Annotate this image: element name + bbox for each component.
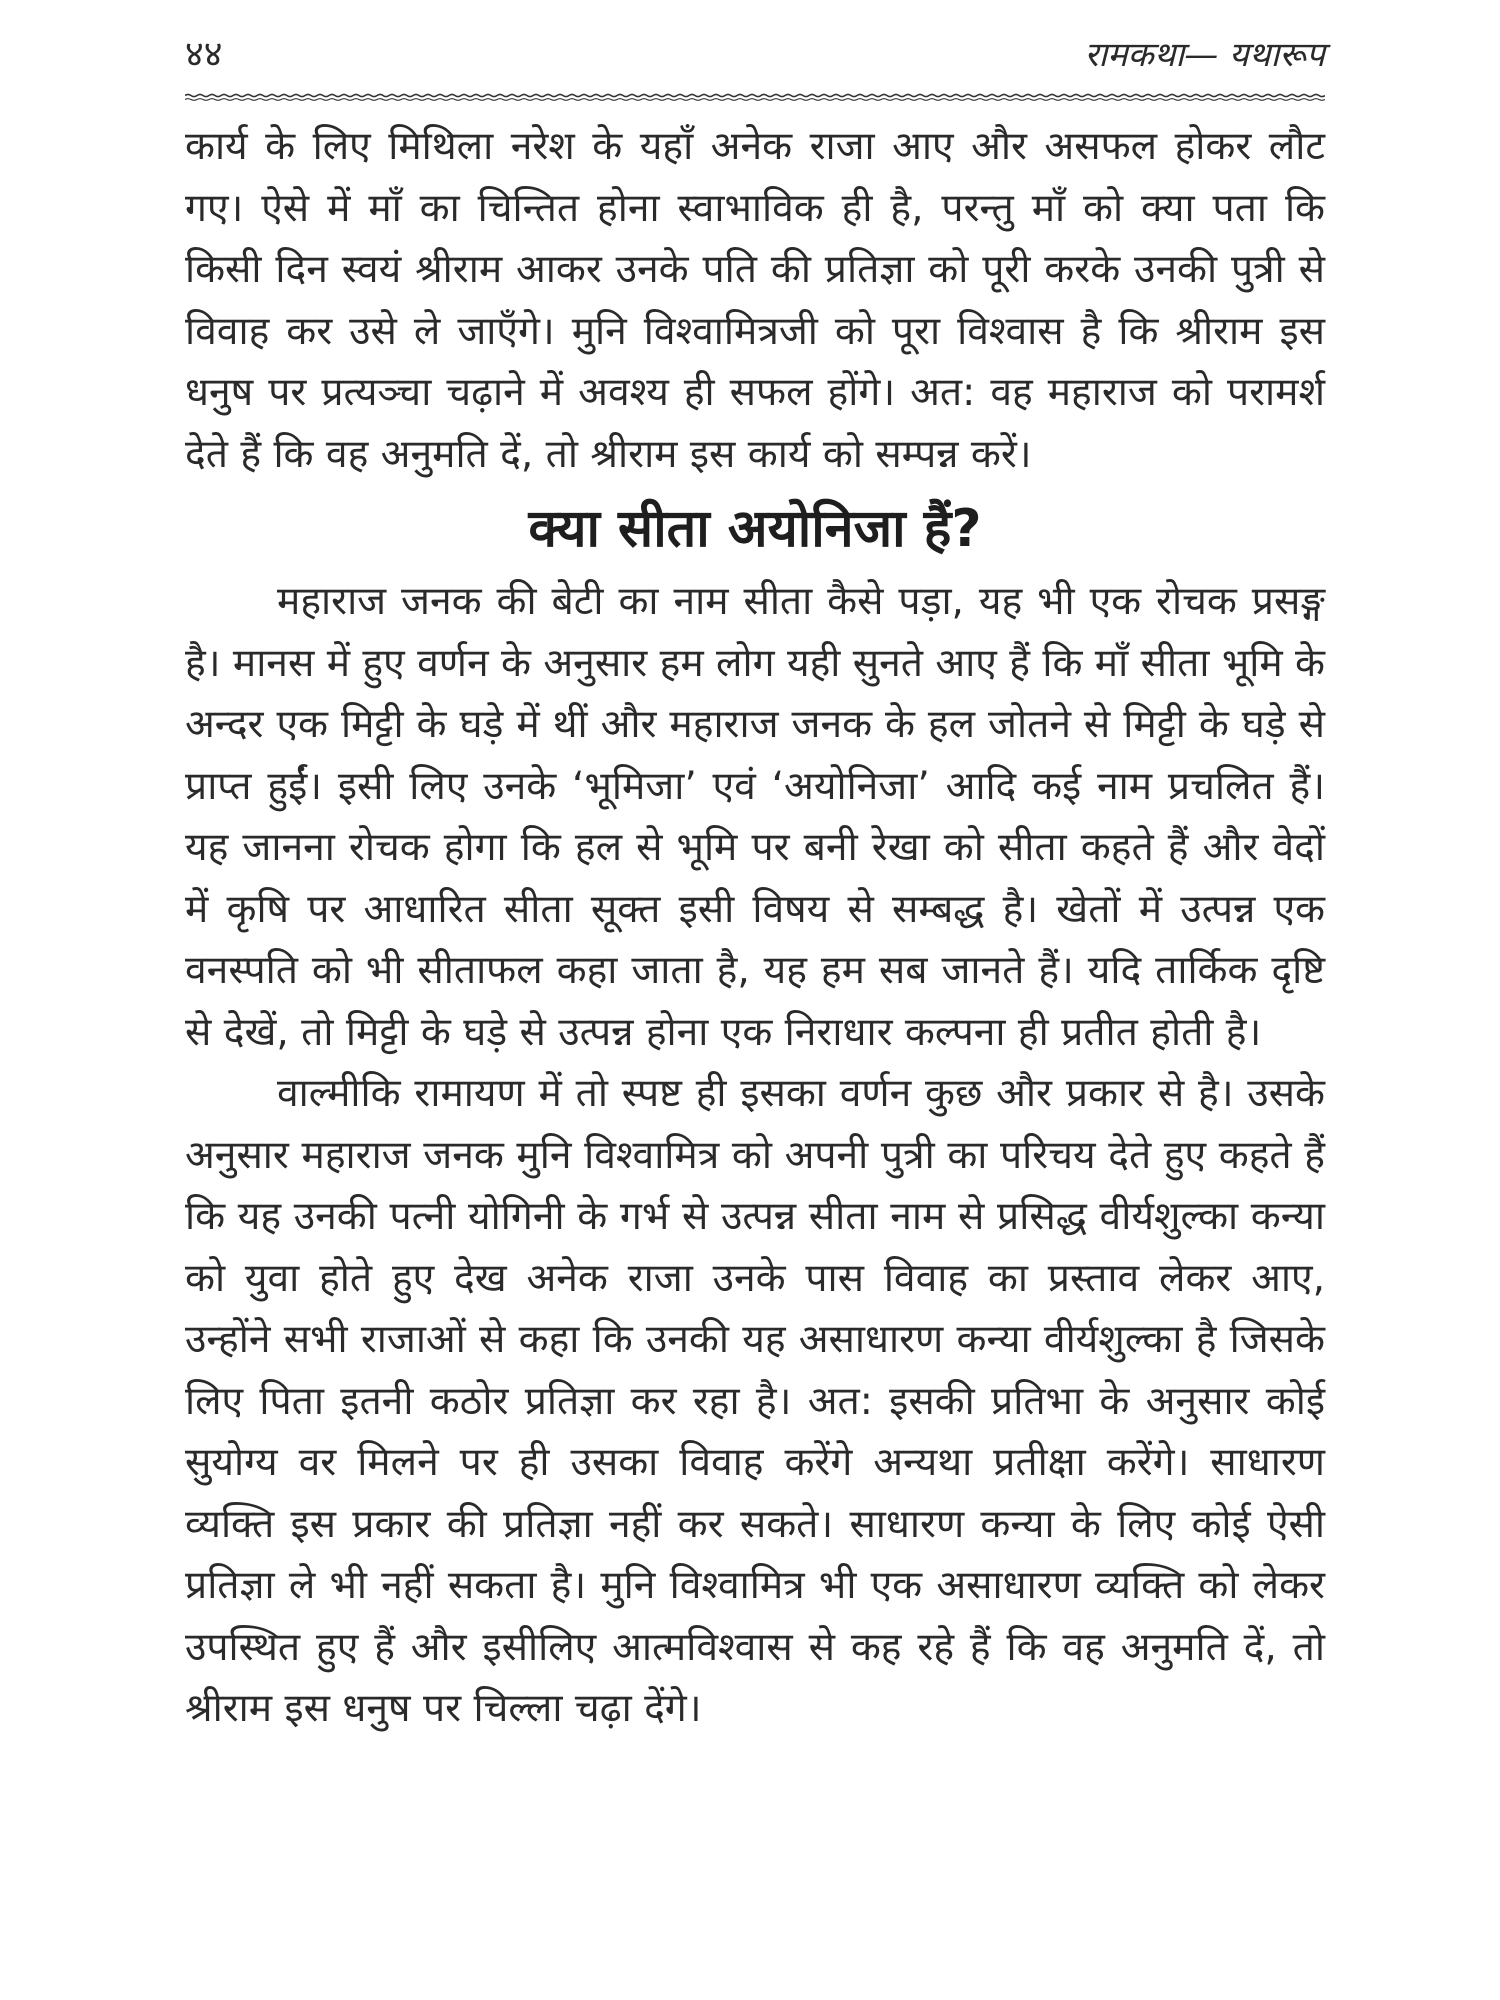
running-title: रामकथा— यथारूप xyxy=(1084,35,1325,75)
book-page xyxy=(185,30,1325,1980)
paragraph-sita-name: महाराज जनक की बेटी का नाम सीता कैसे पड़ा, यह भी एक रोचक प्रसङ्ग है। मानस में हुए वर्णन के अनुसार हम लोग यही सुनते आए हैं कि माँ सीता भूमि के अन्दर एक मिट्टी के घड़े में थीं और महाराज जनक के हल जोतने से मिट्टी के घड़े से प्राप्त हुईं। इसी लिए उनके ‘भूमिजा’ एवं ‘अयोनिजा’ आदि कई नाम प्रचलित हैं। यह जानना रोचक होगा कि हल से भूमि पर बनी रेखा को सीता कहते हैं और वेदों में कृषि पर आधारित सीता सूक्त इसी विषय से सम्बद्ध है। खेतों में उत्पन्न एक वनस्पति को भी सीताफल कहा जाता है, यह हम सब जानते हैं। यदि तार्किक दृष्टि से देखें, तो मिट्टी के घड़े से उत्पन्न होना एक निराधार कल्पना ही प्रतीत होती है। xyxy=(185,579,1326,1055)
wavy-line xyxy=(185,92,1325,102)
page-content xyxy=(185,116,1325,1740)
paragraph-continuation: कार्य के लिए मिथिला नरेश के यहाँ अनेक राजा आए और असफल होकर लौट गए। ऐसे में माँ का चिन्तित होना स्वाभाविक ही है, परन्तु माँ को क्या पता कि किसी दिन स्वयं श्रीराम आकर उनके पति की प्रतिज्ञा को पूरी करके उनकी पुत्री से विवाह कर उसे ले जाएँगे। मुनि विश्वामित्रजी को पूरा विश्वास है कि श्रीराम इस धनुष पर प्रत्यञ्चा चढ़ाने में अवश्य ही सफल होंगे। अत: वह महाराज को परामर्श देते हैं कि वह अनुमति दें, तो श्रीराम इस कार्य को सम्पन्न करें। xyxy=(185,124,1325,477)
paragraph-valmiki: वाल्मीकि रामायण में तो स्पष्ट ही इसका वर्णन कुछ और प्रकार से है। उसके अनुसार महाराज जनक मुनि विश्वामित्र को अपनी पुत्री का परिचय देते हुए कहते हैं कि यह उनकी पत्नी योगिनी के गर्भ से उत्पन्न सीता नाम से प्रसिद्ध वीर्यशुल्का कन्या को युवा होते हुए देख अनेक राजा उनके पास विवाह का प्रस्ताव लेकर आए, उन्होंने सभी राजाओं से कहा कि उनकी यह असाधारण कन्या वीर्यशुल्का है जिसके लिए पिता इतनी कठोर प्रतिज्ञा कर रहा है। अत: इसकी प्रतिभा के अनुसार कोई सुयोग्य वर मिलने पर ही उसका विवाह करेंगे अन्यथा प्रतीक्षा करेंगे। साधारण व्यक्ति इस प्रकार की प्रतिज्ञा नहीं कर सकते। साधारण कन्या के लिए कोई ऐसी प्रतिज्ञा ले भी नहीं सकता है। मुनि विश्वामित्र भी एक असाधारण व्यक्ति को लेकर उपस्थित हुए हैं और इसीलिए आत्मविश्वास से कह रहे हैं कि वह अनुमति दें, तो श्रीराम इस धनुष पर चिल्ला चढ़ा देंगे। xyxy=(185,1071,1325,1731)
page-number: ४४ xyxy=(185,34,223,75)
page-header xyxy=(185,30,1325,80)
header-wavy-rule xyxy=(185,92,1325,102)
section-heading: क्या सीता अयोनिजा हैं? xyxy=(528,499,982,559)
